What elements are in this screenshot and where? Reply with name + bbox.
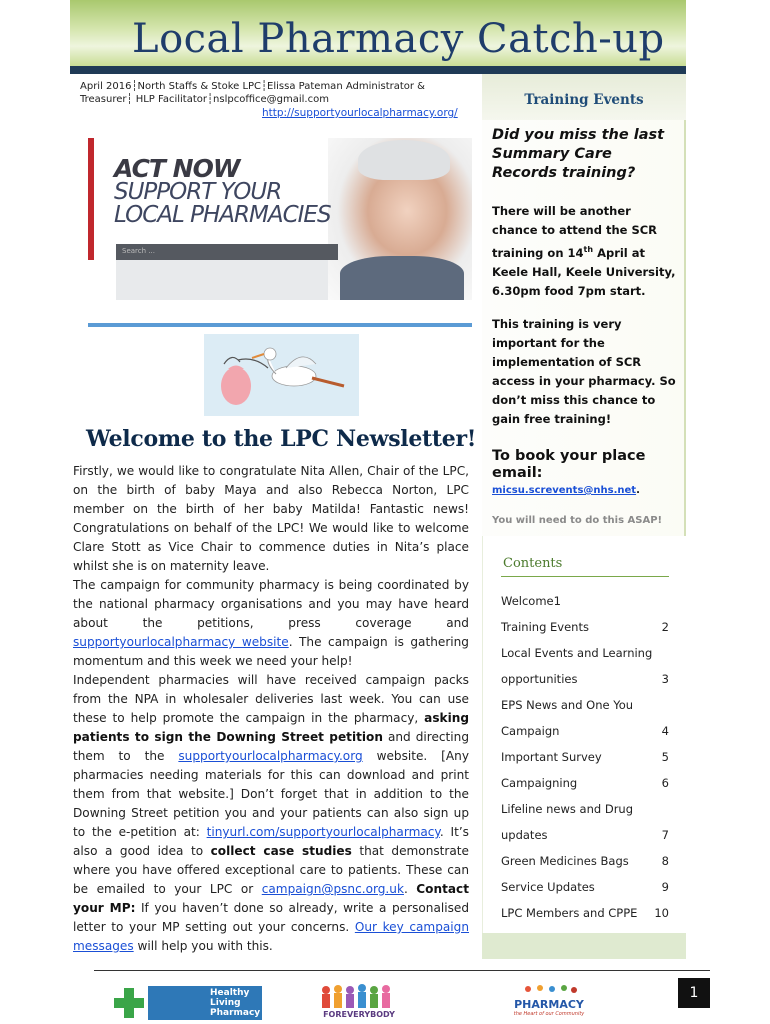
banner-search-box: Search ... (116, 244, 338, 260)
contents-item-label: Service Updates (501, 880, 595, 894)
text-run: . The campaign is gathering momentum and this week we need your help! (73, 635, 469, 668)
contents-item-label: Important Survey (501, 750, 602, 764)
community-figures-icon (508, 984, 590, 998)
healthy-living-pharmacy-wordmark: Healthy Living Pharmacy (148, 986, 262, 1020)
issue-info: April 2016┆North Staffs & Stoke LPC┆Elissa Pateman Administrator & Treasurer┆ HLP Facilitator┆nslpcoffice@gmail.com (80, 81, 425, 105)
training-importance: This training is very important for the implementation of SCR access in your pharmacy. So don’t miss this chance to gain free training! (492, 317, 676, 426)
contents-item[interactable] (501, 718, 669, 744)
text-run: Independent pharmacies will have received campaign packs from the NPA in wholesaler deliveries last week. You can use these to help promote the campaign in the pharmacy, (73, 673, 469, 725)
text-run: April at Keele Hall, Keele University, 6.30pm food 7pm start. (492, 245, 676, 298)
contents-item[interactable] (501, 666, 669, 692)
contents-title: Contents (503, 556, 563, 571)
contents-item[interactable] (501, 822, 669, 848)
link-supportyourlocalpharmacy-org[interactable]: supportyourlocalpharmacy.org (178, 749, 363, 763)
contents-item[interactable] (501, 900, 669, 926)
superscript: th (583, 245, 594, 254)
contents-item-page: 8 (661, 854, 669, 868)
foreverybody-logo (318, 984, 400, 1020)
text-run: that demonstrate where you have offered exceptional care to patients. These can be emailed to your LPC or (73, 844, 469, 896)
contents-item-page: 4 (661, 724, 669, 738)
people-figures-icon (318, 984, 400, 1010)
pharmacy-wordmark: PHARMACY (514, 998, 584, 1011)
booking-heading: To book your place email: (492, 448, 646, 481)
contents-item-label: LPC Members and CPPE (501, 906, 638, 920)
contents-item-page: 5 (661, 750, 669, 764)
text-run: and directing them to the (73, 730, 469, 763)
sidebar-heading: Training Events (524, 92, 644, 108)
pharmacy-heart-logo (508, 984, 590, 1020)
contents-item-page: 2 (661, 620, 669, 634)
contents-item[interactable] (501, 848, 669, 874)
contents-item-label: Training Events (501, 620, 589, 634)
article-title: Welcome to the LPC Newsletter! (86, 426, 477, 452)
text-run: . (636, 485, 640, 496)
text-run: . (403, 882, 417, 896)
link-supportyourlocalpharmacy-website[interactable]: supportyourlocalpharmacy website (73, 635, 289, 649)
banner-photo-shoulders (340, 256, 464, 300)
contents-item-label: Campaigning (501, 776, 578, 790)
link-key-campaign-messages[interactable]: Our key campaign messages (73, 920, 469, 953)
paragraph-independent (73, 671, 469, 956)
bold-run: asking patients to sign the Downing Street petition (73, 711, 469, 744)
foreverybody-wordmark: FOREVERYBODY (323, 1010, 395, 1019)
contents-list (501, 588, 669, 926)
contents-item-label: EPS News and One You (501, 698, 634, 712)
contents-rule (501, 576, 669, 577)
contents-item-page: 6 (661, 776, 669, 790)
contents-item[interactable] (501, 588, 669, 614)
section-divider (88, 323, 472, 327)
contents-item-label: Welcome1 (501, 594, 561, 608)
contents-item-label: Green Medicines Bags (501, 854, 629, 868)
booking-email-link[interactable]: micsu.screvents@nhs.net (492, 485, 637, 496)
link-tinyurl[interactable]: tinyurl.com/supportyourlocalpharmacy (206, 825, 440, 839)
contents-item-page: 10 (654, 906, 669, 920)
contents-item[interactable] (501, 692, 669, 718)
banner-line-3: LOCAL PHARMACIES (114, 202, 331, 228)
contents-item-label: Lifeline news and Drug (501, 802, 634, 816)
article-body (73, 462, 469, 956)
contents-item-label: Campaign (501, 724, 560, 738)
masthead (70, 0, 686, 66)
campaign-banner (88, 138, 472, 308)
contents-box (482, 536, 686, 933)
booking-email-line (492, 485, 640, 496)
masthead-bar (70, 66, 686, 74)
banner-text (114, 156, 331, 227)
contents-item-label: Local Events and Learning (501, 646, 653, 660)
newsletter-title: Local Pharmacy Catch-up (132, 16, 665, 62)
bold-run: Contact your MP: (73, 882, 469, 915)
page-number: 1 (678, 978, 710, 1008)
sidebar-header (482, 74, 686, 120)
contents-item-page: 3 (661, 672, 669, 686)
banner-line-1: ACT NOW (114, 154, 240, 183)
text-run: website. [Any pharmacies needing materials for this can download and print them from that website.] Don’t forget that in addition to the Downing Street petition you and your patients can also sign up to the e-petition at: (73, 749, 469, 839)
text-run: . It’s also a good idea to (73, 825, 469, 858)
training-question: Did you miss the last Summary Care Records training? (492, 127, 665, 181)
contents-item-label: updates (501, 828, 548, 842)
contents-item[interactable] (501, 874, 669, 900)
pharmacy-tagline: the Heart of our Community (513, 1011, 585, 1017)
paragraph-congratulations: Firstly, we would like to congratulate Nita Allen, Chair of the LPC, on the birth of baby Maya and also Rebecca Norton, LPC member on the birth of her baby Matilda! Fantastic news! Congratulations on behalf of the LPC! We would like to welcome Clare Stott as Vice Chair to commence duties in Nita’s place whilst she is on maternity leave. (73, 464, 469, 573)
contents-item[interactable] (501, 640, 669, 666)
asap-note: You will need to do this ASAP! (492, 515, 663, 526)
link-campaign-email[interactable]: campaign@psnc.org.uk (261, 882, 404, 896)
training-chance (492, 202, 678, 301)
healthy-living-pharmacy-logo (114, 984, 262, 1020)
stork-icon (204, 334, 359, 416)
banner-photo-hair (358, 140, 450, 180)
site-link[interactable]: http://supportyourlocalpharmacy.org/ (262, 107, 458, 119)
text-run: If you haven’t done so already, write a personalised letter to your MP setting out your concerns. (73, 901, 469, 934)
text-run: will help you with this. (133, 939, 273, 953)
banner-line-2: SUPPORT YOUR (114, 179, 282, 205)
bold-run: collect case studies (210, 844, 352, 858)
text-run: There will be another chance to attend the SCR training on 14 (492, 204, 658, 260)
contents-item[interactable] (501, 614, 669, 640)
text-run: The campaign for community pharmacy is being coordinated by the national pharmacy organisations and you may have heard about the petitions, press coverage and (73, 578, 469, 630)
contents-item[interactable] (501, 770, 669, 796)
contents-item-page: 7 (661, 828, 669, 842)
contents-item-page: 9 (661, 880, 669, 894)
contents-item-label: opportunities (501, 672, 578, 686)
contents-item[interactable] (501, 744, 669, 770)
footer-rule (94, 970, 710, 971)
banner-accent (88, 138, 94, 260)
contents-item[interactable] (501, 796, 669, 822)
contents-footer-band (482, 933, 686, 959)
pharmacy-cross-icon (114, 988, 144, 1018)
stork-illustration (204, 334, 359, 416)
paragraph-campaign (73, 576, 469, 671)
